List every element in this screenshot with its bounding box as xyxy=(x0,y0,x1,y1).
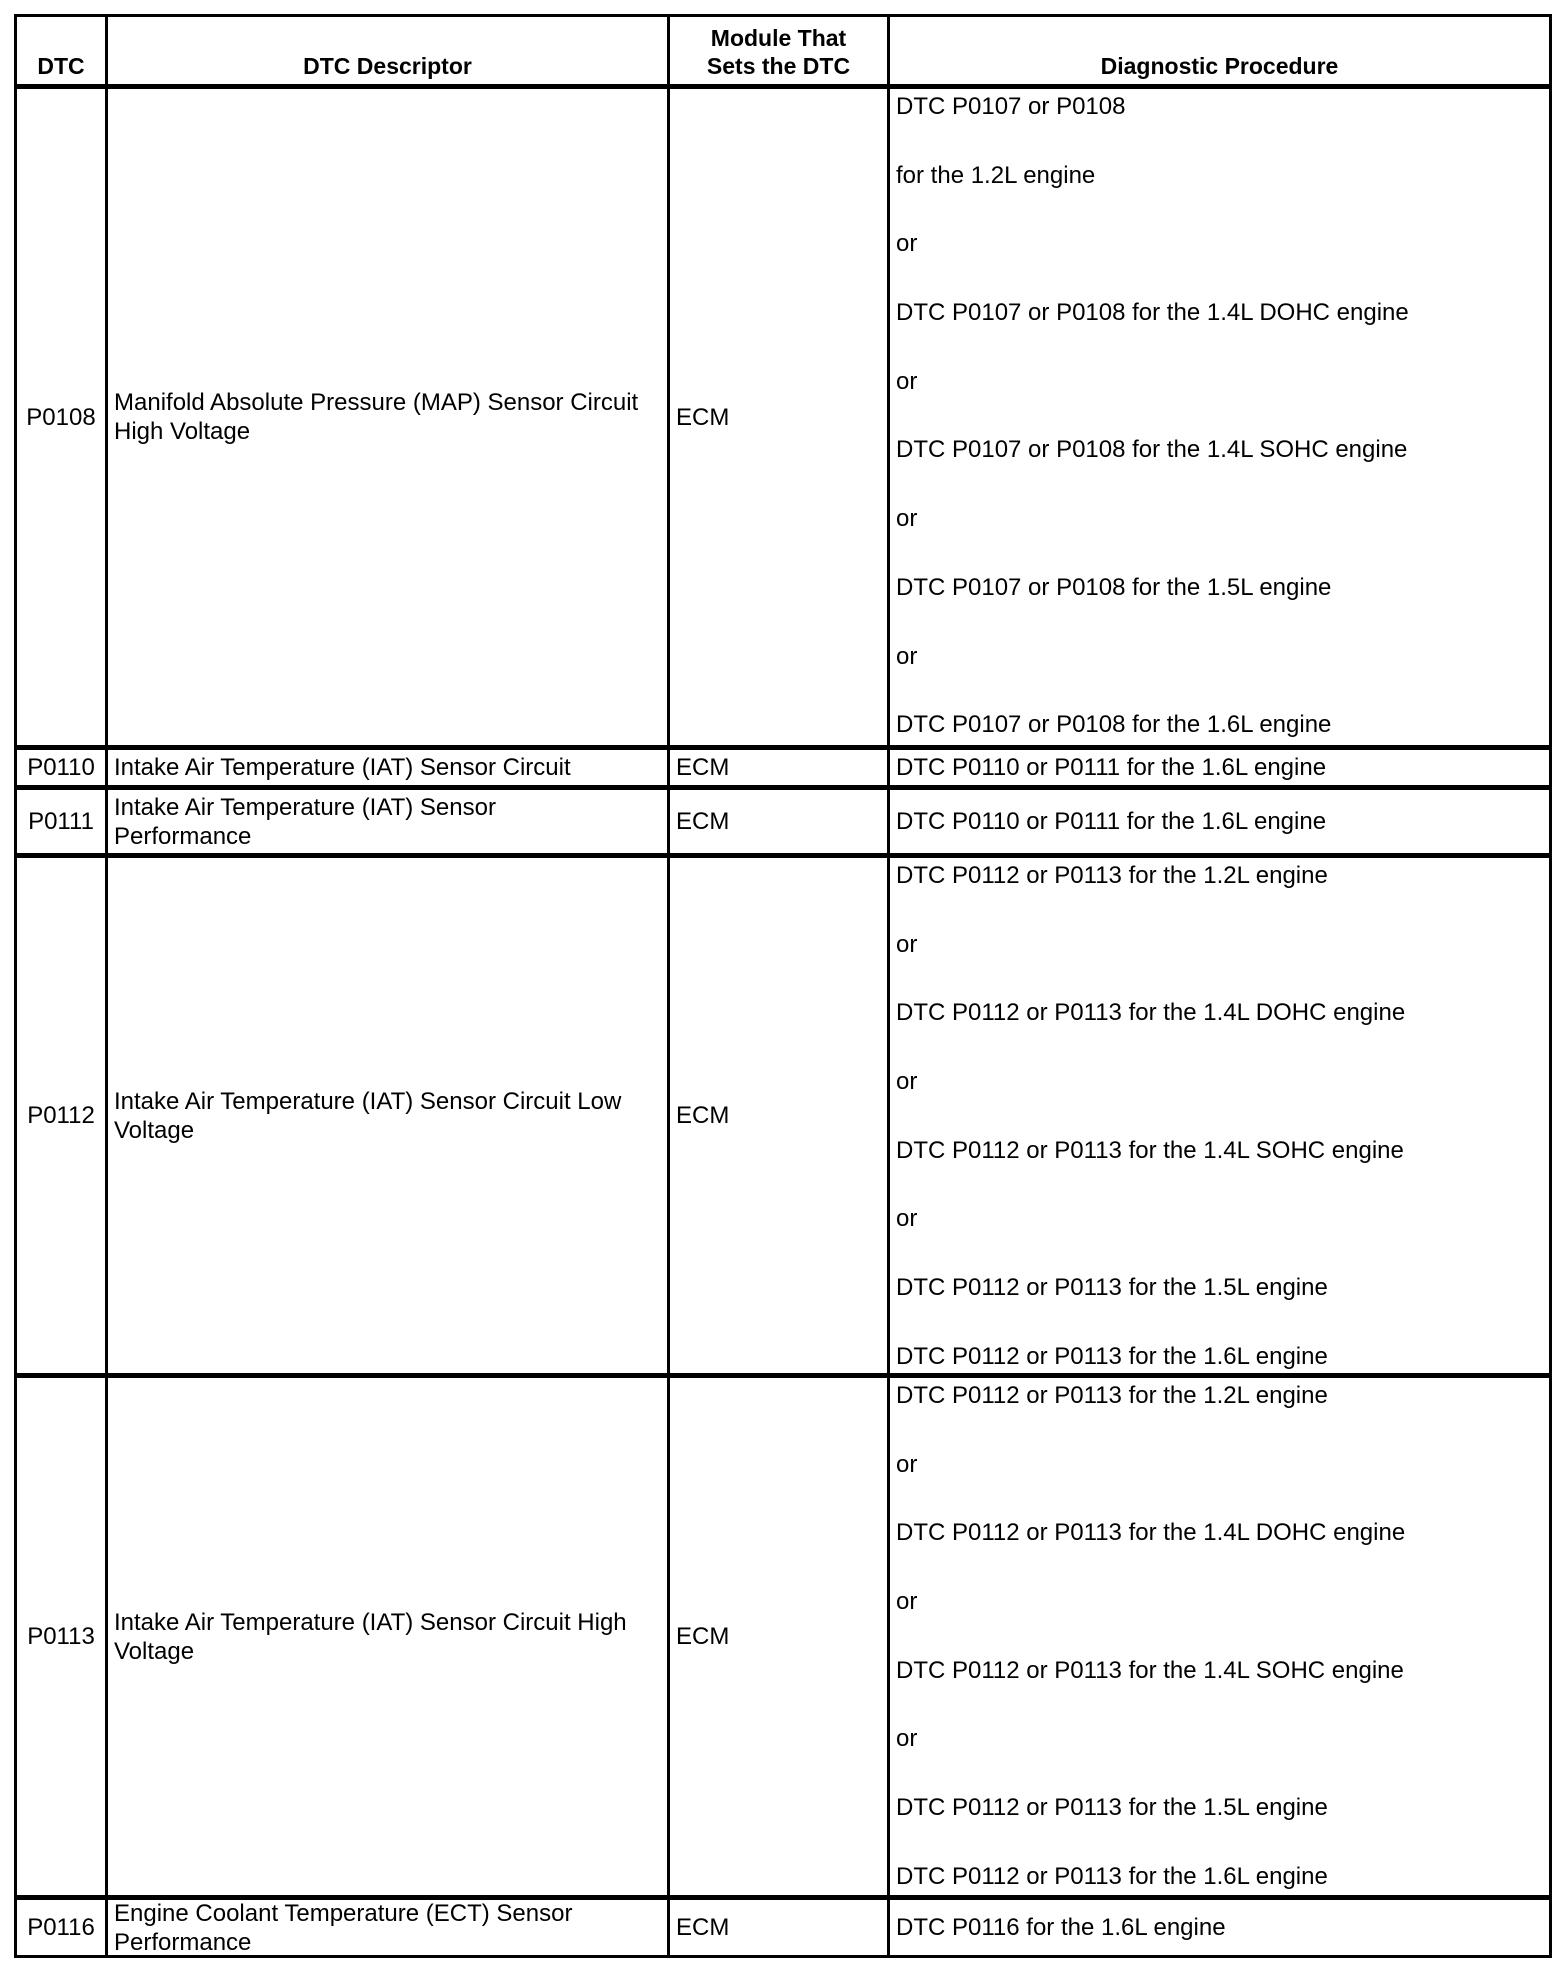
dtc-code: P0113 xyxy=(27,1623,95,1650)
header-procedure xyxy=(890,17,1549,89)
dtc-code: P0111 xyxy=(28,808,94,835)
row-p0116-dtc xyxy=(17,1900,108,1955)
descriptor-line: High Voltage xyxy=(114,418,251,445)
procedure-line: DTC P0112 or P0113 for the 1.6L engine xyxy=(896,1342,1328,1370)
row-p0113-descriptor xyxy=(108,1378,670,1900)
row-p0112-procedure xyxy=(890,858,1549,1378)
descriptor-line: Intake Air Temperature (IAT) Sensor Circuit Low xyxy=(114,1087,622,1115)
module-value: ECM xyxy=(676,808,730,835)
descriptor-line: Intake Air Temperature (IAT) Sensor xyxy=(114,793,496,821)
row-p0116-procedure xyxy=(890,1900,1549,1955)
module-value: ECM xyxy=(676,1623,730,1650)
procedure-line: DTC P0107 or P0108 for the 1.6L engine xyxy=(896,711,1332,739)
header-module-line1: Module That xyxy=(710,25,847,51)
procedure-line: or xyxy=(896,1588,918,1616)
row-p0110-dtc xyxy=(17,750,108,790)
row-p0112-dtc xyxy=(17,858,108,1378)
descriptor-line: Intake Air Temperature (IAT) Sensor Circuit xyxy=(114,754,571,781)
module-value: ECM xyxy=(676,1102,730,1129)
procedure-line: or xyxy=(896,230,918,258)
row-p0108-procedure xyxy=(890,89,1549,750)
descriptor-line: Manifold Absolute Pressure (MAP) Sensor Circuit xyxy=(114,389,639,416)
descriptor-line: Intake Air Temperature (IAT) Sensor Circuit High xyxy=(114,1608,627,1636)
row-p0113-procedure xyxy=(890,1378,1549,1900)
row-p0111-descriptor xyxy=(108,790,670,858)
dtc-code: P0110 xyxy=(27,754,95,781)
header-descriptor-label: DTC Descriptor xyxy=(303,53,472,79)
header-procedure-label: Diagnostic Procedure xyxy=(1100,53,1339,79)
row-p0108-module xyxy=(670,89,890,750)
procedure-line: DTC P0107 or P0108 for the 1.5L engine xyxy=(896,573,1332,601)
dtc-code: P0112 xyxy=(27,1102,95,1129)
procedure-line: or xyxy=(896,930,918,958)
row-p0116-module xyxy=(670,1900,890,1955)
header-dtc-label: DTC xyxy=(37,53,85,79)
procedure-line: or xyxy=(896,367,918,395)
row-p0113-module xyxy=(670,1378,890,1900)
procedure-line: DTC P0107 or P0108 xyxy=(896,93,1126,120)
dtc-code: P0108 xyxy=(26,403,96,431)
procedure-line: or xyxy=(896,505,918,533)
row-p0110-procedure xyxy=(890,750,1549,790)
procedure-line: DTC P0112 or P0113 for the 1.5L engine xyxy=(896,1794,1328,1822)
header-dtc xyxy=(17,17,108,89)
header-descriptor xyxy=(108,17,670,89)
row-p0111-procedure xyxy=(890,790,1549,858)
procedure-line: DTC P0116 for the 1.6L engine xyxy=(896,1914,1226,1941)
row-p0108-dtc xyxy=(17,89,108,750)
procedure-line: DTC P0107 or P0108 for the 1.4L SOHC engine xyxy=(896,436,1408,464)
descriptor-line: Voltage xyxy=(114,1116,195,1144)
procedure-line: DTC P0110 or P0111 for the 1.6L engine xyxy=(896,808,1327,835)
dtc-code: P0116 xyxy=(27,1914,95,1941)
module-value: ECM xyxy=(676,403,730,431)
row-p0108-descriptor xyxy=(108,89,670,750)
descriptor-line: Performance xyxy=(114,1928,252,1955)
procedure-line: for the 1.2L engine xyxy=(896,161,1096,189)
procedure-line: DTC P0112 or P0113 for the 1.4L SOHC engine xyxy=(896,1656,1404,1684)
module-value: ECM xyxy=(676,1914,730,1941)
procedure-line: DTC P0107 or P0108 for the 1.4L DOHC engine xyxy=(896,299,1409,327)
procedure-line: DTC P0112 or P0113 for the 1.4L SOHC engine xyxy=(896,1136,1404,1164)
procedure-line: or xyxy=(896,1068,918,1096)
procedure-line: DTC P0110 or P0111 for the 1.6L engine xyxy=(896,754,1327,781)
header-module xyxy=(670,17,890,89)
module-value: ECM xyxy=(676,754,730,781)
procedure-line: or xyxy=(896,1450,918,1478)
row-p0111-module xyxy=(670,790,890,858)
procedure-line: DTC P0112 or P0113 for the 1.4L DOHC engine xyxy=(896,999,1406,1027)
header-module-line2: Sets the DTC xyxy=(706,53,851,79)
dtc-table xyxy=(14,14,1552,1958)
row-p0110-module xyxy=(670,750,890,790)
descriptor-line: Engine Coolant Temperature (ECT) Sensor xyxy=(114,1900,573,1927)
procedure-line: or xyxy=(896,642,918,670)
procedure-line: DTC P0112 or P0113 for the 1.2L engine xyxy=(896,1382,1328,1409)
row-p0110-descriptor xyxy=(108,750,670,790)
row-p0112-module xyxy=(670,858,890,1378)
procedure-line: DTC P0112 or P0113 for the 1.2L engine xyxy=(896,862,1328,889)
procedure-line: DTC P0112 or P0113 for the 1.5L engine xyxy=(896,1274,1328,1302)
procedure-line: DTC P0112 or P0113 for the 1.6L engine xyxy=(896,1862,1328,1890)
row-p0111-dtc xyxy=(17,790,108,858)
descriptor-line: Performance xyxy=(114,822,252,850)
descriptor-line: Voltage xyxy=(114,1637,195,1665)
row-p0112-descriptor xyxy=(108,858,670,1378)
procedure-line: DTC P0112 or P0113 for the 1.4L DOHC engine xyxy=(896,1519,1406,1547)
procedure-line: or xyxy=(896,1205,918,1233)
row-p0116-descriptor xyxy=(108,1900,670,1955)
procedure-line: or xyxy=(896,1725,918,1753)
row-p0113-dtc xyxy=(17,1378,108,1900)
